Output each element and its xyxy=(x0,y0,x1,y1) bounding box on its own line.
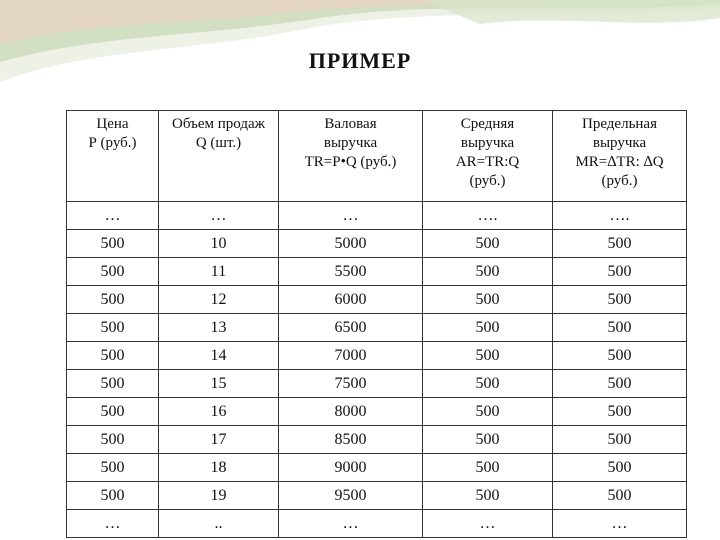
cell-total-revenue: 7000 xyxy=(279,342,423,370)
table-row xyxy=(67,398,687,426)
cell-marginal-revenue: 500 xyxy=(553,342,687,370)
cell-total-revenue: 5000 xyxy=(279,230,423,258)
cell-total-revenue: 8000 xyxy=(279,398,423,426)
cell-total-revenue: 8500 xyxy=(279,426,423,454)
header-sales-volume: Объем продаж Q (шт.) xyxy=(159,111,279,202)
cell-average-revenue: 500 xyxy=(423,258,553,286)
cell-total-revenue: 5500 xyxy=(279,258,423,286)
table-row xyxy=(67,510,687,538)
cell-price: 500 xyxy=(67,230,159,258)
cell-quantity: 10 xyxy=(159,230,279,258)
table-row xyxy=(67,314,687,342)
cell-price: 500 xyxy=(67,426,159,454)
table-header-row xyxy=(67,111,687,202)
cell-average-revenue: 500 xyxy=(423,370,553,398)
table-body xyxy=(67,202,687,538)
page-title: ПРИМЕР xyxy=(308,48,412,73)
cell-marginal-revenue: 500 xyxy=(553,286,687,314)
cell-quantity: 11 xyxy=(159,258,279,286)
header-total-revenue: Валовая выручка TR=P•Q (руб.) xyxy=(279,111,423,202)
cell-average-revenue: 500 xyxy=(423,482,553,510)
cell-price: 500 xyxy=(67,314,159,342)
cell-marginal-revenue: 500 xyxy=(553,482,687,510)
cell-average-revenue: 500 xyxy=(423,426,553,454)
cell-marginal-revenue: …. xyxy=(553,202,687,230)
cell-marginal-revenue: 500 xyxy=(553,398,687,426)
cell-marginal-revenue: 500 xyxy=(553,314,687,342)
cell-price: 500 xyxy=(67,342,159,370)
header-price: Цена Р (руб.) xyxy=(67,111,159,202)
cell-total-revenue: 6000 xyxy=(279,286,423,314)
cell-marginal-revenue: … xyxy=(553,510,687,538)
cell-average-revenue: … xyxy=(423,510,553,538)
cell-quantity: 16 xyxy=(159,398,279,426)
header-marginal-revenue: Предельная выручка MR=∆TR: ∆Q (руб.) xyxy=(553,111,687,202)
cell-price: 500 xyxy=(67,370,159,398)
cell-total-revenue: 9000 xyxy=(279,454,423,482)
table-row xyxy=(67,454,687,482)
cell-marginal-revenue: 500 xyxy=(553,230,687,258)
cell-quantity: 15 xyxy=(159,370,279,398)
cell-quantity: 19 xyxy=(159,482,279,510)
header-average-revenue: Средняя выручка AR=TR:Q (руб.) xyxy=(423,111,553,202)
cell-price: 500 xyxy=(67,482,159,510)
cell-total-revenue: 9500 xyxy=(279,482,423,510)
cell-average-revenue: 500 xyxy=(423,398,553,426)
table-row xyxy=(67,286,687,314)
cell-total-revenue: … xyxy=(279,510,423,538)
cell-marginal-revenue: 500 xyxy=(553,454,687,482)
cell-price: … xyxy=(67,202,159,230)
cell-price: 500 xyxy=(67,258,159,286)
cell-average-revenue: 500 xyxy=(423,286,553,314)
cell-total-revenue: 7500 xyxy=(279,370,423,398)
table-row xyxy=(67,426,687,454)
cell-marginal-revenue: 500 xyxy=(553,426,687,454)
cell-quantity: 12 xyxy=(159,286,279,314)
cell-price: 500 xyxy=(67,398,159,426)
cell-average-revenue: 500 xyxy=(423,454,553,482)
table-row xyxy=(67,370,687,398)
cell-total-revenue: … xyxy=(279,202,423,230)
cell-marginal-revenue: 500 xyxy=(553,370,687,398)
cell-average-revenue: 500 xyxy=(423,342,553,370)
cell-total-revenue: 6500 xyxy=(279,314,423,342)
cell-quantity: .. xyxy=(159,510,279,538)
cell-marginal-revenue: 500 xyxy=(553,258,687,286)
cell-quantity: 18 xyxy=(159,454,279,482)
cell-quantity: 14 xyxy=(159,342,279,370)
table-row xyxy=(67,342,687,370)
cell-quantity: … xyxy=(159,202,279,230)
cell-quantity: 13 xyxy=(159,314,279,342)
cell-average-revenue: 500 xyxy=(423,314,553,342)
table-row xyxy=(67,482,687,510)
cell-quantity: 17 xyxy=(159,426,279,454)
table-row xyxy=(67,202,687,230)
table-row xyxy=(67,258,687,286)
cell-price: … xyxy=(67,510,159,538)
cell-price: 500 xyxy=(67,454,159,482)
table-row xyxy=(67,230,687,258)
cell-average-revenue: 500 xyxy=(423,230,553,258)
cell-average-revenue: …. xyxy=(423,202,553,230)
cell-price: 500 xyxy=(67,286,159,314)
revenue-table xyxy=(66,110,687,538)
